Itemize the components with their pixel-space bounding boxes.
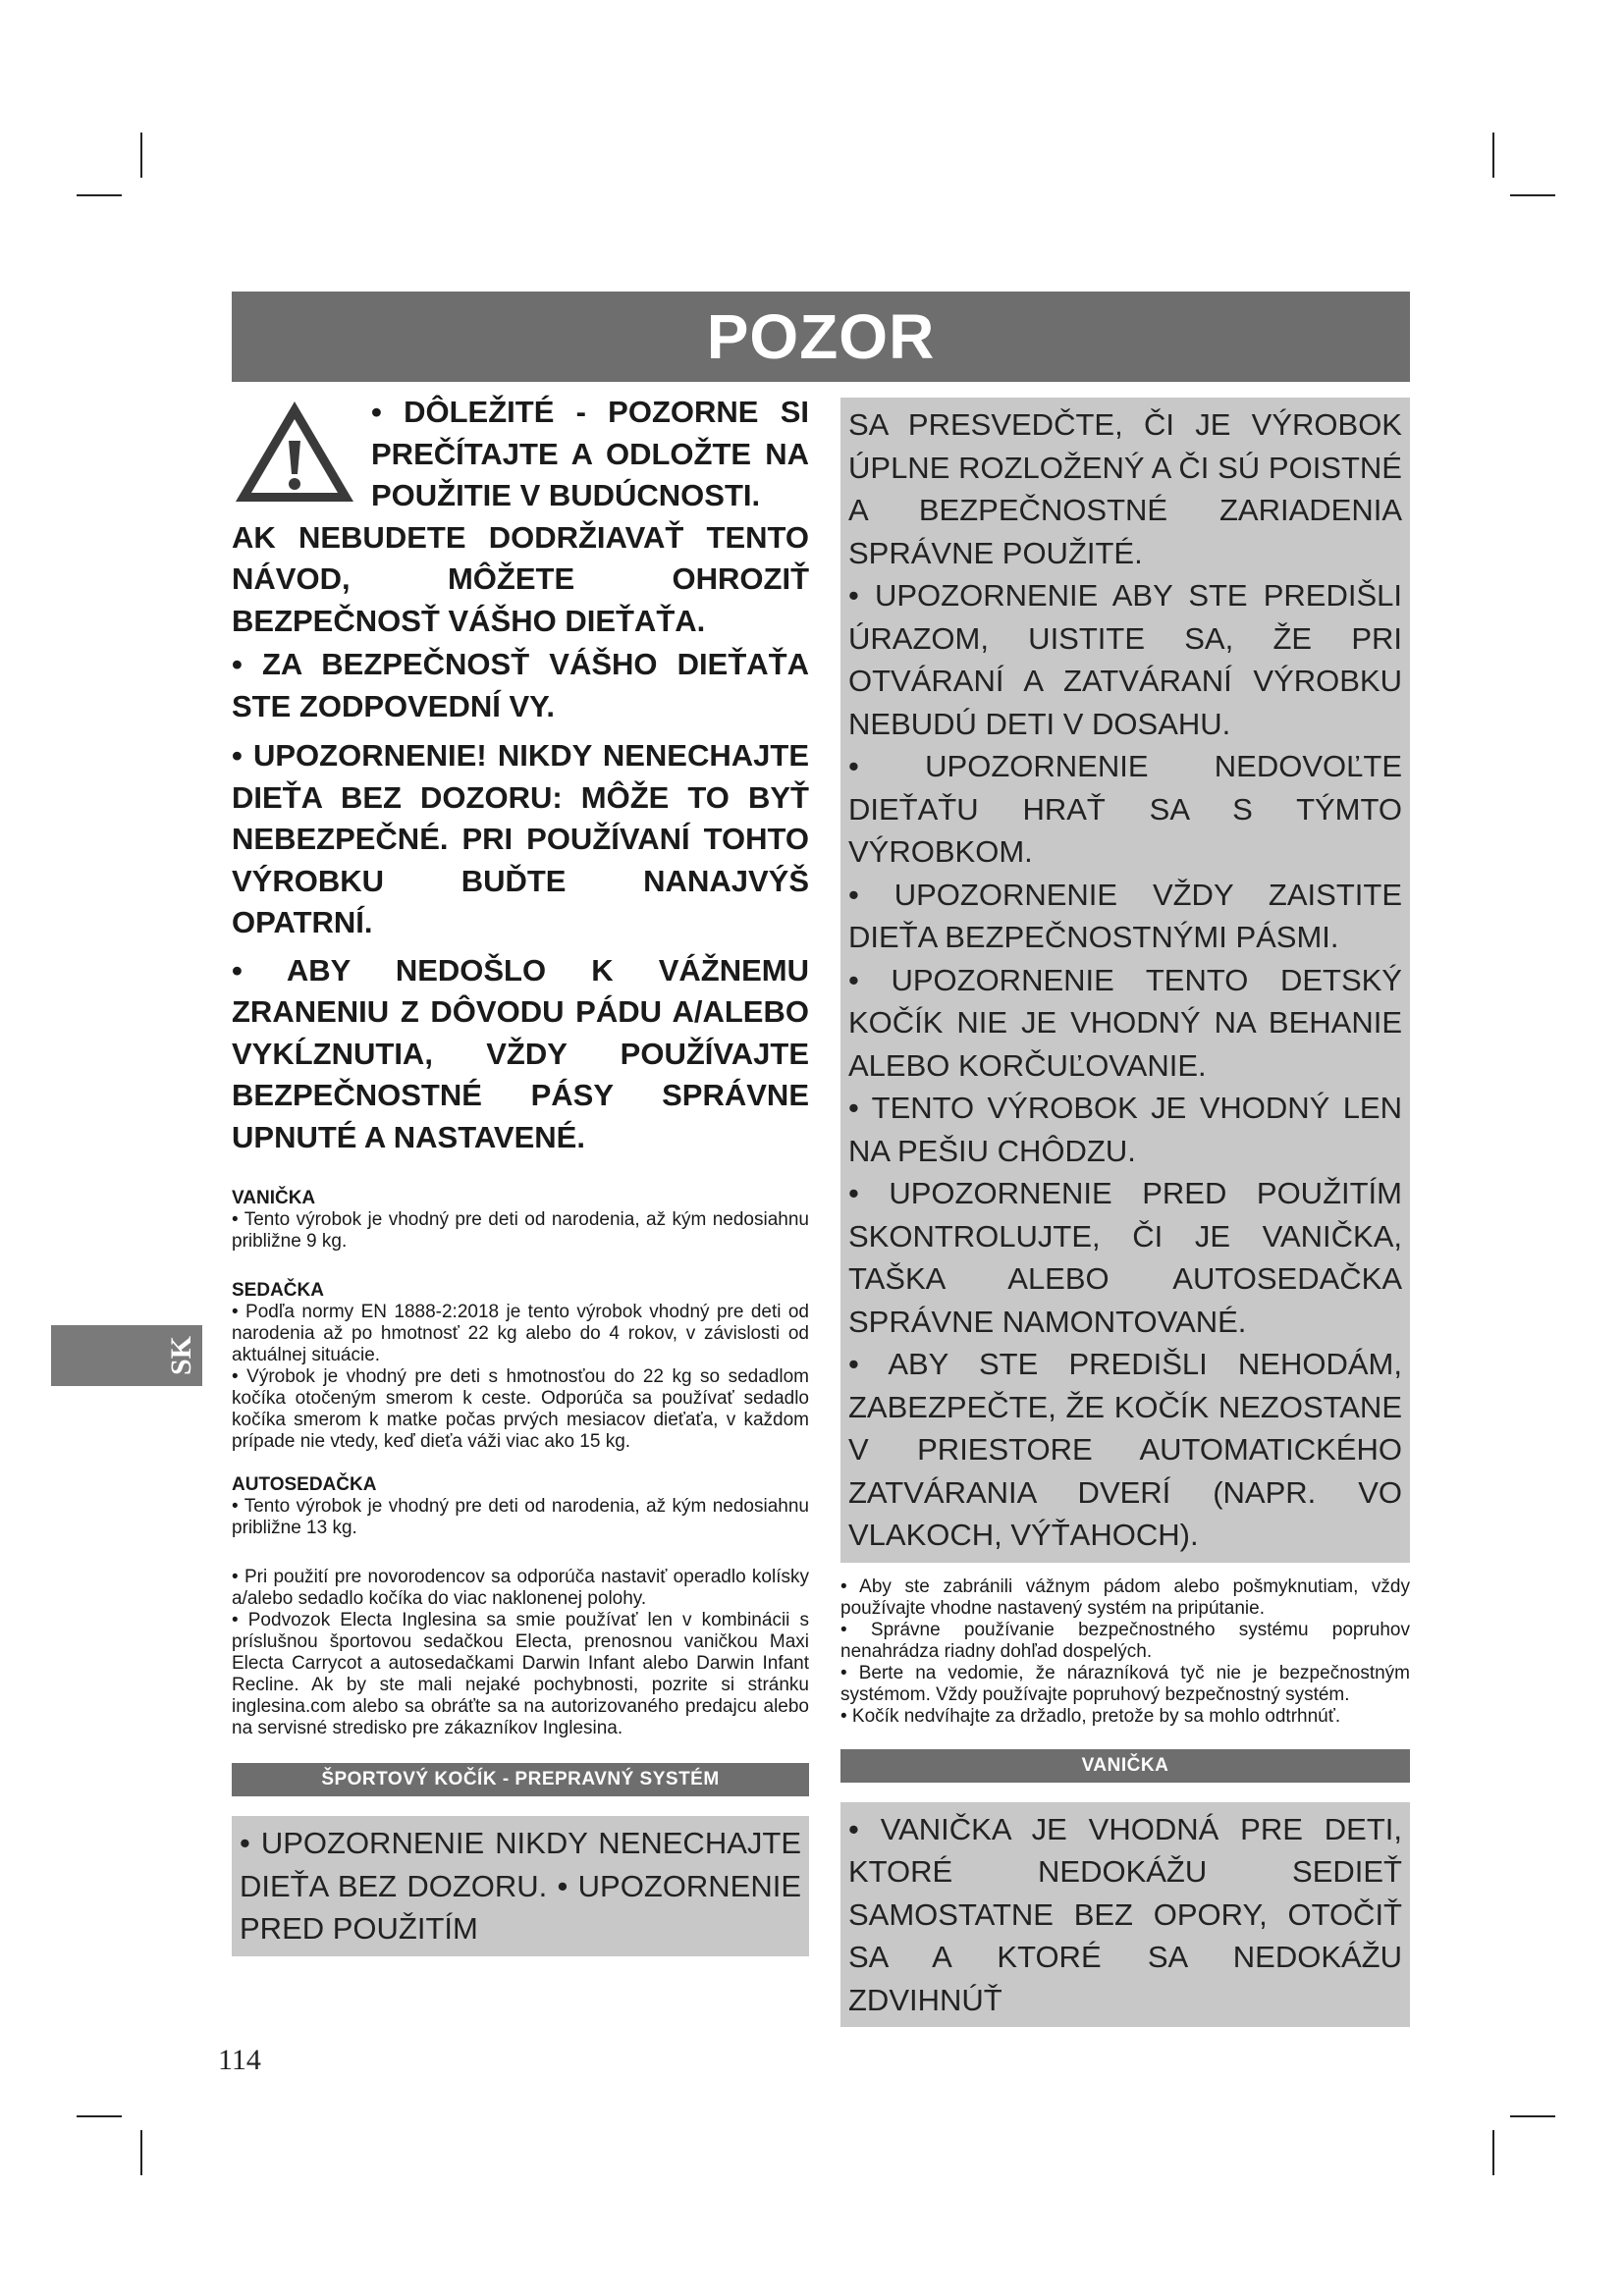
section-notes	[232, 1567, 809, 1739]
warning-text: AK NEBUDETE DODRŽIAVAŤ TENTO NÁVOD, MÔŽETE OHROZIŤ BEZPEČNOSŤ VÁŠHO DIEŤAŤA.	[232, 519, 809, 638]
note-text: • Podvozok Electa Inglesina sa smie používať len v kombinácii s príslušnou športovou sedačkou Electa, prenosnou vaničkou Maxi Electa Carrycot a autosedačkami Darwin Infant alebo Darwin Infant Recline. Ak by ste mali nejaké pochybnosti, pozrite si stránku inglesina.com alebo sa obráťte sa na autorizovaného predajcu alebo na servisné stredisko pre zákazníkov Inglesina.	[232, 1610, 809, 1738]
warning-box-text: • UPOZORNENIE PRED POUŽITÍM SKONTROLUJTE, ČI JE VANIČKA, TAŠKA ALEBO AUTOSEDAČKA SPRÁVNE NAMONTOVANÉ.	[848, 1176, 1402, 1339]
section-sedacka	[232, 1280, 809, 1453]
section-text: • Výrobok je vhodný pre deti s hmotnosťou do 22 kg so sedadlom kočíka otočeným smerom k ceste. Odporúča sa používať sedadlo kočíka smerom k matke počas prvých mesiacov dieťaťa, v každom prípade nie vtedy, keď dieťa váži viac ako 15 kg.	[232, 1366, 809, 1452]
crop-mark	[1492, 133, 1494, 178]
warning-box-text: • VANIČKA JE VHODNÁ PRE DETI, KTORÉ NEDOKÁŽU SEDIEŤ SAMOSTATNE BEZ OPORY, OTOČIŤ SA A KTORÉ SA NEDOKÁŽU ZDVIHNÚŤ	[848, 1811, 1402, 2017]
language-label: SK	[165, 1335, 197, 1376]
section-title: AUTOSEDAČKA	[232, 1474, 377, 1495]
section-autosedacka	[232, 1474, 809, 1539]
section-title: SEDAČKA	[232, 1280, 324, 1301]
crop-mark	[140, 2130, 142, 2175]
warning-head-text: • DÔLEŽITÉ - POZORNE SI PREČÍTAJTE A ODLOŽTE NA POUŽITIE V BUDÚCNOSTI.	[371, 395, 809, 512]
warning-box	[232, 1816, 809, 1956]
warning-triangle-icon	[232, 398, 357, 507]
warning-text: • UPOZORNENIE! NIKDY NENECHAJTE DIEŤA BEZ DOZORU: MÔŽE TO BYŤ NEBEZPEČNÉ. PRI POUŽÍVANÍ TOHTO VÝROBKU BUĎTE NANAJVÝŠ OPATRNÍ.	[232, 738, 809, 939]
crop-mark	[77, 2115, 122, 2117]
warning-box-text: • UPOZORNENIE ABY STE PREDIŠLI ÚRAZOM, UISTITE SA, ŽE PRI OTVÁRANÍ A ZATVÁRANÍ VÝROBKU NEBUDÚ DETI V DOSAHU.	[848, 578, 1402, 741]
crop-mark	[1510, 194, 1555, 196]
crop-mark	[1492, 2130, 1494, 2175]
warning-box	[840, 398, 1410, 1563]
warning-text: • ZA BEZPEČNOSŤ VÁŠHO DIEŤAŤA STE ZODPOVEDNÍ VY.	[232, 647, 809, 723]
section-vanicka	[232, 1188, 809, 1253]
warning-box-text: • UPOZORNENIE NEDOVOĽTE DIEŤAŤU HRAŤ SA S TÝMTO VÝROBKOM.	[848, 749, 1402, 869]
warning-box	[840, 1802, 1410, 2028]
notes-list	[840, 1576, 1410, 1728]
left-column	[232, 395, 809, 1956]
warning-text: • ABY NEDOŠLO K VÁŽNEMU ZRANENIU Z DÔVODU PÁDU A/ALEBO VYKĹZNUTIA, VŽDY POUŽÍVAJTE BEZPEČNOSTNÉ PÁSY SPRÁVNE UPNUTÉ A NASTAVENÉ.	[232, 952, 809, 1154]
note-text: • Berte na vedomie, že nárazníková tyč nie je bezpečnostným systémom. Vždy používajte popruhový bezpečnostný systém.	[840, 1662, 1410, 1705]
right-column	[840, 398, 1410, 2027]
language-tab	[51, 1325, 202, 1386]
section-title: VANIČKA	[232, 1188, 316, 1208]
note-text: • Kočík nedvíhajte za držadlo, pretože by sa mohlo odtrhnúť.	[840, 1705, 1341, 1727]
page-title: POZOR	[232, 292, 1410, 382]
section-text: • Tento výrobok je vhodný pre deti od narodenia, až kým nedosiahnu približne 13 kg.	[232, 1496, 809, 1538]
warning-box-text: • UPOZORNENIE NIKDY NENECHAJTE DIEŤA BEZ DOZORU. • UPOZORNENIE PRED POUŽITÍM	[240, 1826, 801, 1946]
crop-mark	[1510, 2115, 1555, 2117]
warning-box-text: • UPOZORNENIE TENTO DETSKÝ KOČÍK NIE JE VHODNÝ NA BEHANIE ALEBO KORČUĽOVANIE.	[848, 962, 1402, 1083]
warning-header	[232, 395, 809, 517]
crop-mark	[77, 194, 122, 196]
section-text: • Podľa normy EN 1888-2:2018 je tento výrobok vhodný pre deti od narodenia až po hmotnosť 22 kg alebo do 4 rokov, v závislosti od aktuálnej situácie.	[232, 1302, 809, 1365]
section-bar-sport: ŠPORTOVÝ KOČÍK - PREPRAVNÝ SYSTÉM	[232, 1763, 809, 1796]
note-text: • Pri použití pre novorodencov sa odporúča nastaviť operadlo kolísky a/alebo sedadlo kočíka do viac naklonenej polohy.	[232, 1567, 809, 1609]
note-text: • Aby ste zabránili vážnym pádom alebo pošmyknutiam, vždy používajte vhodne nastavený systém na pripútanie.	[840, 1575, 1410, 1619]
section-bar-vanicka: VANIČKA	[840, 1749, 1410, 1783]
warning-box-text: • UPOZORNENIE VŽDY ZAISTITE DIEŤA BEZPEČNOSTNÝMI PÁSMI.	[848, 877, 1402, 954]
warning-box-text: • TENTO VÝROBOK JE VHODNÝ LEN NA PEŠIU CHÔDZU.	[848, 1091, 1402, 1168]
page-number: 114	[218, 2044, 261, 2076]
note-text: • Správne používanie bezpečnostného systému popruhov nenahrádza riadny dohľad dospelých.	[840, 1619, 1410, 1662]
warning-box-text: • ABY STE PREDIŠLI NEHODÁM, ZABEZPEČTE, ŽE KOČÍK NEZOSTANE V PRIESTORE AUTOMATICKÉHO ZATVÁRANIA DVERÍ (NAPR. VO VLAKOCH, VÝŤAHOCH).	[848, 1347, 1402, 1552]
warning-box-text: SA PRESVEDČTE, ČI JE VÝROBOK ÚPLNE ROZLOŽENÝ A ČI SÚ POISTNÉ A BEZPEČNOSTNÉ ZARIADENIA SPRÁVNE POUŽITÉ.	[848, 407, 1402, 570]
section-text: • Tento výrobok je vhodný pre deti od narodenia, až kým nedosiahnu približne 9 kg.	[232, 1209, 809, 1252]
crop-mark	[140, 133, 142, 178]
